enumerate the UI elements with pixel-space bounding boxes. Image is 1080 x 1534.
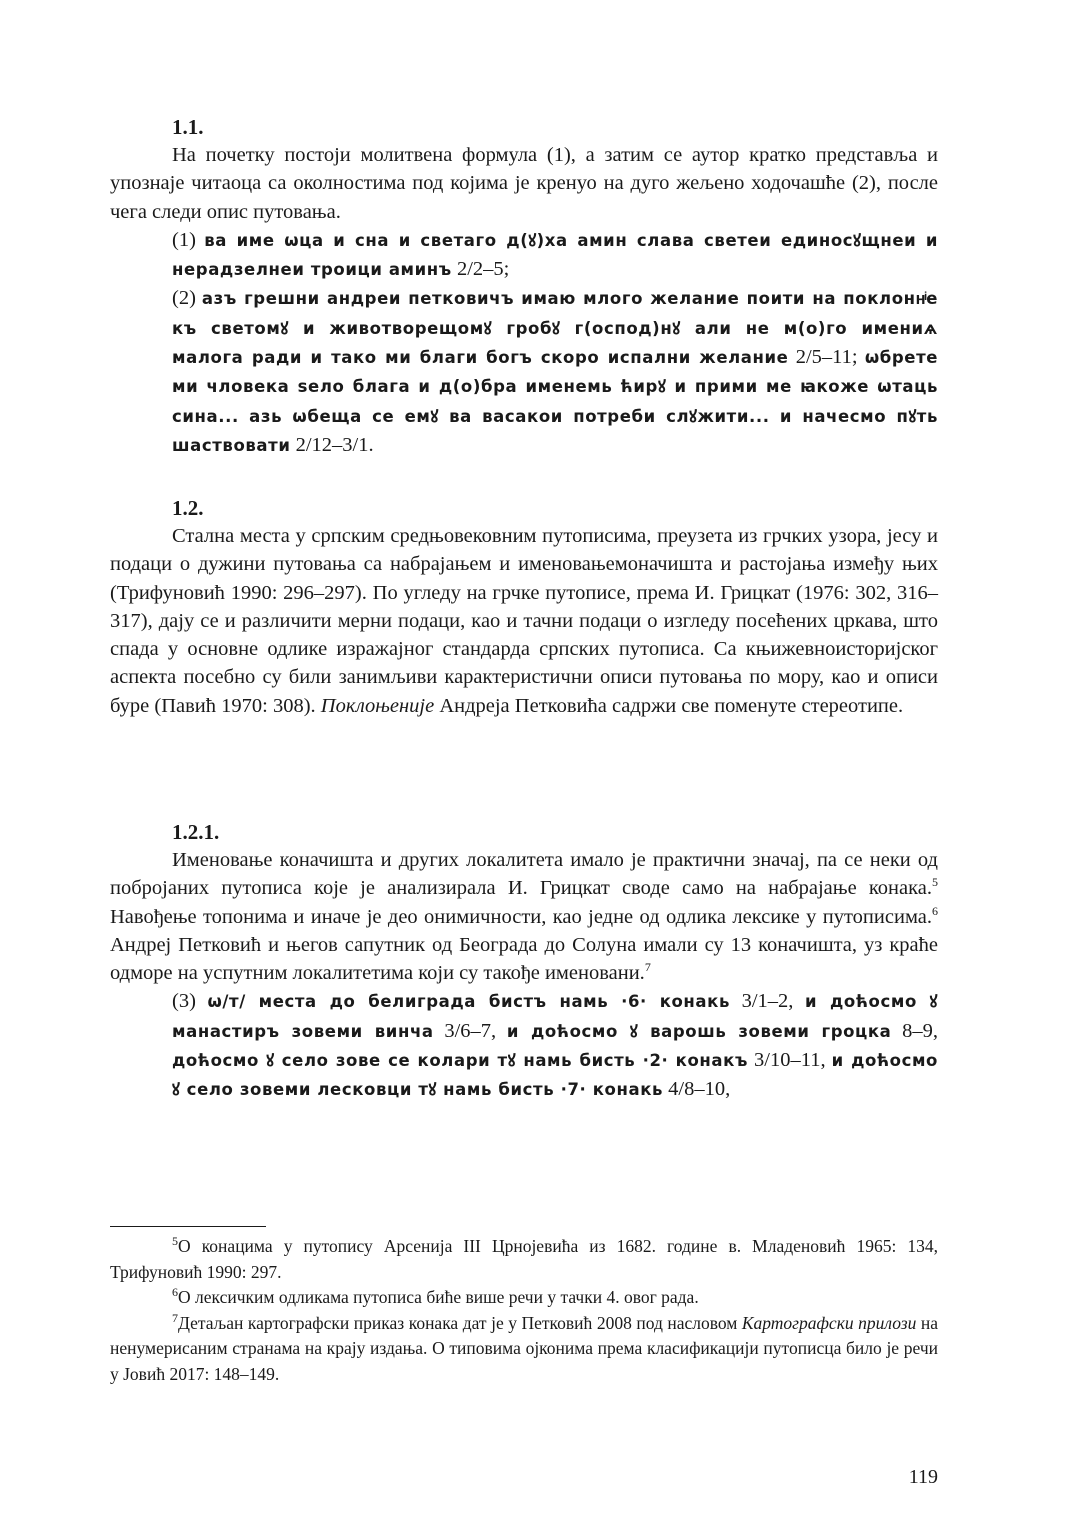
italic-title: Поклоњеније [320, 694, 435, 717]
citation: 2/5–11; [795, 346, 858, 369]
italic-title: Картографски прилози [741, 1312, 917, 1333]
footnote-ref-5[interactable]: 5 [932, 875, 938, 890]
paragraph: Именовање коначишта и других локалитета имало је практични значај, па се неки од побројаних путописа које је анализирала И. Грицкат своде само на набрајање конака.$^5$ Навођење топонима и иначе је део онимичности, као једне од одлика лексике у путописима.$^6$ Андреј Петковић и његов сапутник од Београда до Солуна имали су 13 коначишта, уз краће одморе на успутним локалитетима који су такође именовани.$^7$ [110, 849, 938, 985]
church-slavonic-quote: ѡ/т/ места до белиграда бистъ намь ·6· конакь [207, 992, 731, 1012]
example-3: (3) ѡ/т/ места до белиграда бистъ намь ·6· конакь 3/1–2, и доћосмо ꙋ манастиръ зовеми винча 3/6–7, и доћосмо ꙋ варошь зовеми гроцка 8–9, доћосмо ꙋ село зове се колари тꙋ намь бисть ·2· конакъ 3/10–11, и доћосмо ꙋ село зовеми лесковци тꙋ намь бисть ·7· конакь 4/8–10, [172, 990, 939, 1101]
church-slavonic-quote: азъ грешни андреи петковичъ имаю млого желание поити на поклоннͥе къ светомꙋ и животворещомꙋ гробꙋ г(оспод)нꙋ али не м(о)го имениѧ малога ради и тако ми благи богъ скоро испални желание [172, 289, 938, 368]
example-2: (2) азъ грешни андреи петковичъ имаю млого желание поити на поклоннͥе къ светомꙋ и животворещомꙋ гробꙋ г(оспод)нꙋ али не м(о)го имениѧ малога ради и тако ми благи богъ скоро испални желание 2/5–11; ѡбрете ми чловека ѕело блага и д(о)бра именемь ћирꙋ и прими ме ꙗкоже ѡтаць сина... азь ѡбеща се емꙋ ва васакои потреби слꙋжити... и начесмо пꙋть шаствовати 2/12–3/1. [172, 287, 939, 456]
footnote-7: $^7$Детаљан картографски приказ конака дат је у Петковић 2008 под насловом Картографски прилози на ненумерисаним странама на крају издања. О типовима ојконима према класификацији путописца било је речи у Јовић 2017: 148–149. [110, 1310, 939, 1384]
citation: 3/1–2, [741, 990, 794, 1013]
church-slavonic-quote: и доћосмо ꙋ манастиръ зовеми винча [172, 992, 939, 1041]
citation: 3/6–7, [444, 1019, 497, 1042]
citation: 2/2–5; [456, 258, 510, 281]
section-heading: 1.1. [172, 115, 204, 139]
section-1-2 [110, 494, 938, 720]
church-slavonic-quote: и доћосмо ꙋ варошь зовеми гроцка [506, 1021, 892, 1041]
citation: 8–9, [902, 1019, 938, 1042]
footnotes [110, 1234, 938, 1387]
footnote-ref-7[interactable]: 7 [644, 960, 651, 975]
citation: 2/12–3/1. [295, 433, 374, 456]
footnote-divider [110, 1226, 266, 1227]
page-number: 119 [908, 1466, 938, 1488]
example-1: (1) ва име ѡца и сна и светаго д(ꙋ)ха амин слава светеи единосꙋщнеи и нерадзелнеи троици аминъ 2/2–5; [172, 228, 939, 281]
church-slavonic-quote: ва име ѡца и сна и светаго д(ꙋ)ха амин слава светеи единосꙋщнеи и нерадзелнеи троици аминъ [172, 230, 939, 280]
section-heading: 1.2. [172, 496, 204, 520]
church-slavonic-quote: и доћосмо ꙋ село зовеми лесковци тꙋ намь бисть ·7· конакь [172, 1051, 938, 1100]
section-heading: 1.2.1. [172, 820, 220, 844]
paragraph: На почетку постоји молитвена формула (1), а затим се аутор кратко представља и упознаје читаоца са околностима под којима је кренуо на дуго жељено ходочашће (2), после чега следи опис путовања. [110, 144, 938, 223]
citation: 4/8–10, [668, 1078, 731, 1101]
paragraph: Стална места у српским средњовековним путописима, преузета из грчких узора, јесу и подаци о дужини путовања са набрајањем и именовањемоначишта и растојања између њих (Трифуновић 1990: 296–297). По угледу на грчке путописе, према И. Грицкат (1976: 302, 316–317), дају се и различити мерни подаци, као и тачни подаци о изгледу посећених цркава, што спада у основне одлике изражајног стандарда српских путописа. Са књижевноисторијског аспекта посебно су били занимљиви карактеристични описи путовања по мору, као и описи буре (Павић 1970: 308). Поклоњеније Андреја Петковића садржи све поменуте стереотипе. [110, 525, 938, 717]
section-1-1 [110, 113, 938, 460]
footnote-ref-6[interactable]: 6 [932, 903, 938, 918]
section-1-2-1 [110, 818, 938, 1105]
church-slavonic-quote: ѡбрете ми чловека ѕело блага и д(о)бра именемь ћирꙋ и прими ме ꙗкоже ѡтаць сина... азь ѡбеща се емꙋ ва васакои потреби слꙋжити... и начесмо пꙋть шаствовати [172, 348, 939, 455]
citation: 3/10–11, [754, 1049, 826, 1072]
footnote-5: $^5$О конацима у путопису Арсенија III Црнојевића из 1682. године в. Младеновић 1965: 134, Трифуновић 1990: 297. [110, 1234, 938, 1282]
church-slavonic-quote: доћосмо ꙋ село зове се колари тꙋ намь бисть ·2· конакъ [172, 1051, 748, 1071]
footnote-6: $^6$О лексичким одликама путописа биће више речи у тачки 4. овог рада. [172, 1285, 699, 1307]
